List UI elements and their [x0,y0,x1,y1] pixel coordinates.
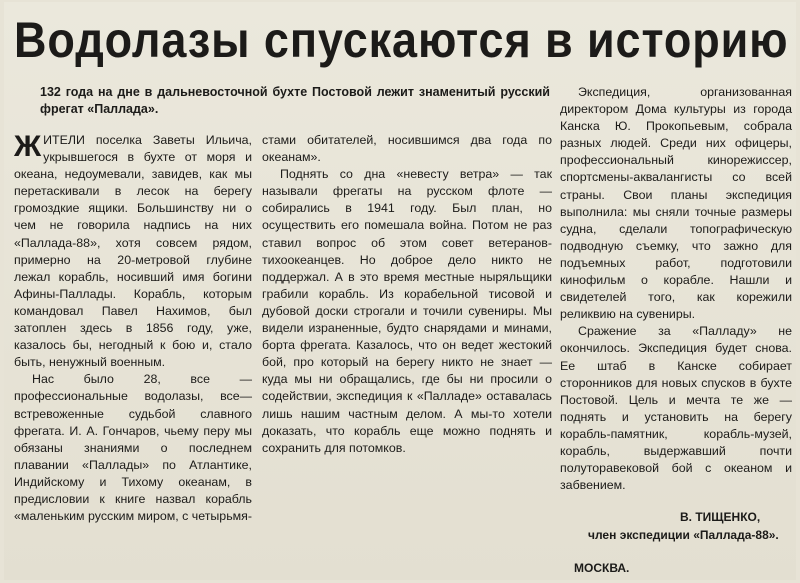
paragraph [14,132,252,371]
article-column-3 [560,84,792,494]
article-headline: Водолазы спускаются в историю [14,12,789,68]
paragraph-text: ИТЕЛИ поселка Заветы Ильича, укрывшегося в бухте от моря и океана, недоумевали, завидев, как мы перетаскивали в лесок на берегу громоздкие ящики. Большинству ни о чем не говорила надпись на них «Паллада-88», хотя совсем рядом, примерно на 20-метровой глубине лежал корабль, носивший имя богини Афины-Паллады. Корабль, которым командовал Павел Нахимов, был затоплен здесь в 1856 году, уже, казалось бы, негодный к бою и, стало быть, ненужный военным. [14,133,252,370]
drop-cap: Ж [14,130,42,163]
paragraph: Поднять со дна «невесту ветра» — так называли фрегаты на русском флоте — собирались в 1941 году. Был план, но осуществить его помешала война. Потом не раз ставил вопрос об этом совет ветеранов-тихоокеанцев. Но доброе дело никто не поддержал. А в это время местные ныряльщики грабили корабль. Из корабельной тисовой и дубовой доски строгали и точили сувениры. Мы видели израненные, будто снарядами и минами, борта фрегата. Казалось, что он ведет жестокий бой, про который на берегу никто не знает — куда мы ни обращались, где бы ни просили о содействии, экспедиция к «Палладе» оставалась лишь нашим частным делом. А мы-то хотели доказать, что корабль еще можно поднять и сохранить для потомков. [262,167,552,455]
author-name: В. ТИЩЕНКО, [680,510,761,524]
author-city: МОСКВА. [574,561,630,575]
paragraph: Нас было 28, все — профессиональные водолазы, все—встревоженные судьбой славного фрегата. И. А. Гончаров, чьему перу мы обязаны знаниями о последнем плавании «Паллады» по Атлантике, Индийскому и Тихому океанам, в предисловии к книге назвал корабль «маленьким русским миром, с четырьмя- [14,372,253,524]
article-column-1 [14,132,252,525]
paragraph: Экспедиция, организованная директором Дома культуры из города Канска Ю. Прокопьевым, собрала разных людей. Среди них офицеры, профессиональный кинорежиссер, спортсмены-аквалангисты со всей страны. Свои планы экспедиция выполнила: мы сняли точные размеры судна, сделали топографическую подводную съемку, что зажно для подъемных работ, подготовили кинофильм о корабле. Нашли и свидетелей того, как корежили реликвию на сувениры. [560,85,792,322]
author-role: член экспедиции «Паллада-88». [588,528,779,542]
paragraph: Сражение за «Палладу» не окончилось. Экспедиция будет снова. Ее штаб в Канске собирает сторонников для новых спусков в бухте Постовой. Цель и мечта те же — поднять и установить на берегу корабль-памятник, корабль-музей, корабль, выдержавший почти полуторавековой бой с океаном и забвением. [560,324,792,493]
paragraph-continued: стами обитателей, носившимся два года по океанам». [262,133,552,165]
article-lead: 132 года на дне в дальневосточной бухте Постовой лежит знаменитый русский фрегат «Паллада». [40,85,550,116]
article-column-2 [262,132,552,457]
